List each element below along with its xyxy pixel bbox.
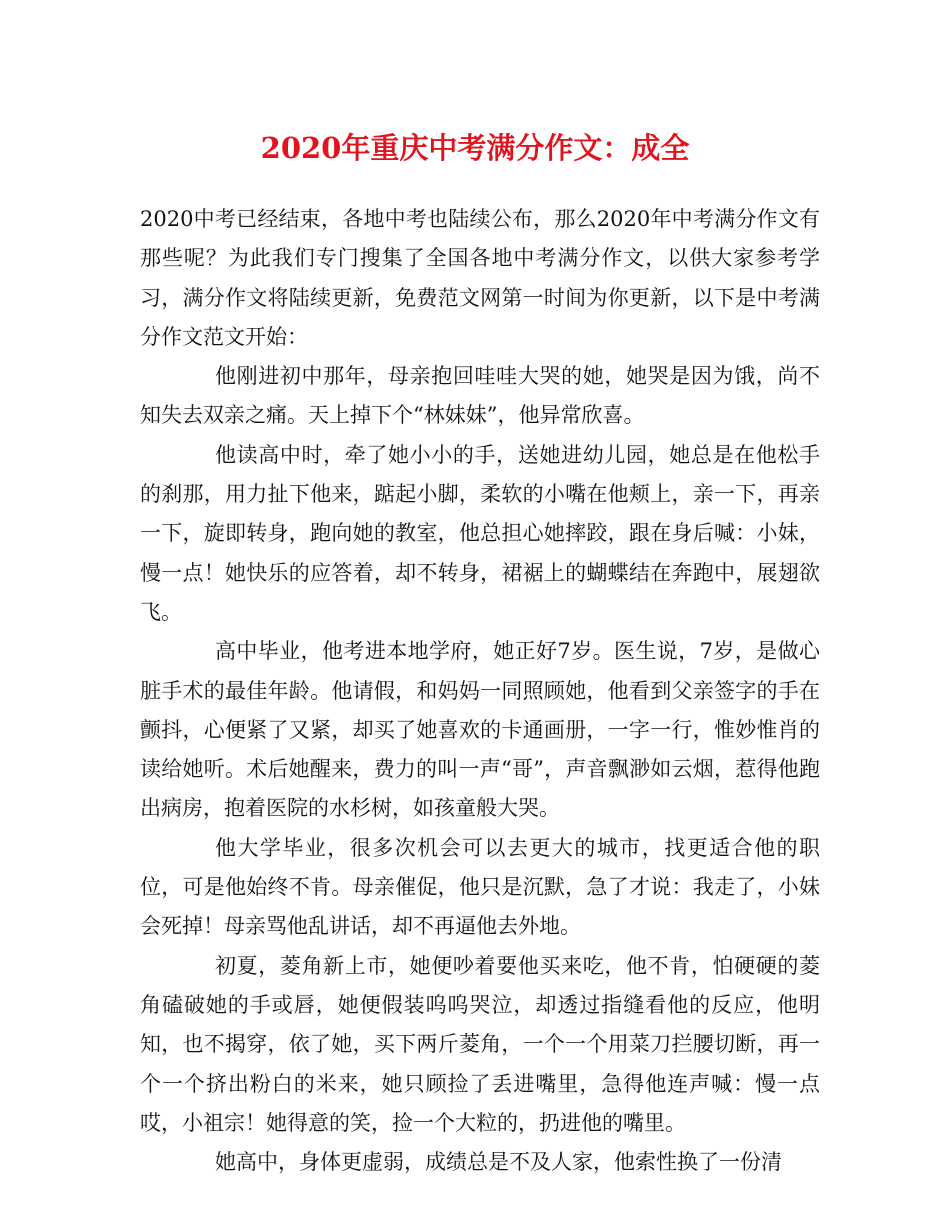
article-body [140, 200, 820, 1182]
document-title: 2020年重庆中考满分作文：成全 [260, 131, 690, 165]
paragraph-6: 她高中，身体更虚弱，成绩总是不及人家，他索性换了一份清 [215, 1150, 782, 1175]
paragraph-2: 他读高中时，牵了她小小的手，送她进幼儿园，她总是在他松手的刹那，用力扯下他来，踮起小脚，柔软的小嘴在他颊上，亲一下，再亲一下，旋即转身，跑向她的教室，他总担心她摔跤，跟在身后喊：小妹，慢一点！她快乐的应答着，却不转身，裙裾上的蝴蝶结在奔跑中，展翅欲飞。 [140, 442, 820, 624]
paragraph-1: 他刚进初中那年，母亲抱回哇哇大哭的她，她哭是因为饿，尚不知失去双亲之痛。天上掉下个“林妹妹”，他异常欣喜。 [140, 364, 820, 428]
intro-paragraph: 2020中考已经结束，各地中考也陆续公布，那么2020年中考满分作文有那些呢？为此我们专门搜集了全国各地中考满分作文，以供大家参考学习，满分作文将陆续更新，免费范文网第一时间为你更新，以下是中考满分作文范文开始： [140, 207, 820, 349]
paragraph-5: 初夏，菱角新上市，她便吵着要他买来吃，他不肯，怕硬硬的菱角磕破她的手或唇，她便假装呜呜哭泣，却透过指缝看他的反应，他明知，也不揭穿，依了她，买下两斤菱角，一个一个用菜刀拦腰切断，再一个一个挤出粉白的米来，她只顾捡了丢进嘴里，急得他连声喊：慢一点哎，小祖宗！她得意的笑，捡一个大粒的，扔进他的嘴里。 [140, 953, 820, 1135]
paragraph-4: 他大学毕业，很多次机会可以去更大的城市，找更适合他的职位，可是他始终不肯。母亲催促，他只是沉默，急了才说：我走了，小妹会死掉！母亲骂他乱讲话，却不再逼他去外地。 [140, 835, 820, 939]
paragraph-3: 高中毕业，他考进本地学府，她正好7岁。医生说，7岁，是做心脏手术的最佳年龄。他请假，和妈妈一同照顾她，他看到父亲签字的手在颤抖，心便紧了又紧，却买了她喜欢的卡通画册，一字一行，惟妙惟肖的读给她听。术后她醒来，费力的叫一声“哥”，声音飘渺如云烟，惹得他跑出病房，抱着医院的水杉树，如孩童般大哭。 [140, 639, 820, 821]
